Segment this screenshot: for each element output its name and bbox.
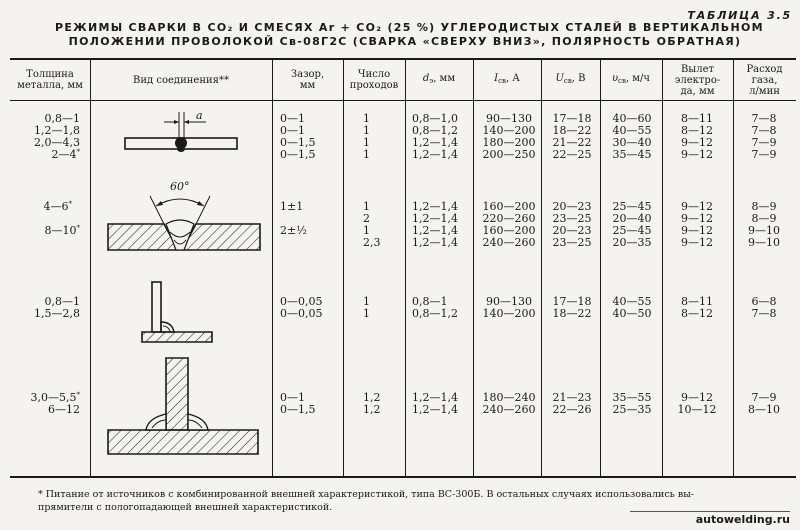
cell-gap: 0—1,5 [280, 403, 316, 416]
cell-passes: 1 [363, 148, 370, 161]
cell-gap: 1±1 [280, 200, 304, 213]
cell-electrode-stickout-group [668, 113, 726, 161]
cell-gas-flow: 8—10 [748, 403, 780, 416]
cell-electrode-stickout: 9—12 [681, 224, 713, 237]
cell-welding-speed: 25—45 [612, 200, 652, 213]
cell-gas-flow-group [737, 296, 791, 320]
cell-electrode-stickout: 8—11 [681, 112, 713, 125]
cell-welding-speed: 40—55 [612, 295, 652, 308]
cell-passes-group [363, 113, 393, 161]
footnote-marker: * [68, 200, 72, 208]
table-title [55, 21, 764, 49]
title-line-1: РЕЖИМЫ СВАРКИ В CO₂ И СМЕСЯХ Ar + CO₂ (25 %) УГЛЕРОДИСТЫХ СТАЛЕЙ В ВЕРТИКАЛЬНОМ [55, 21, 764, 34]
cell-welding-speed-group [604, 296, 660, 320]
cell-electrode-diameter-group [412, 113, 472, 161]
dim-arrowhead [184, 120, 189, 124]
cell-gap: 0—0,05 [280, 295, 323, 308]
cell-thickness-group [34, 296, 80, 320]
cell-electrode-diameter: 1,2—1,4 [412, 136, 458, 149]
cell-thickness [44, 225, 81, 237]
cell-thickness-group [31, 392, 81, 416]
cell-gap: 0—1 [280, 391, 305, 404]
cell-arc-voltage-group [545, 113, 599, 161]
watermark-rule [630, 511, 790, 512]
col-divider [541, 59, 542, 476]
cell-passes: 1 [363, 136, 370, 149]
col-divider [473, 59, 474, 476]
angle-label: 60° [170, 180, 190, 193]
thickness-value: 3,0—5,5 [30, 391, 77, 404]
cell-gas-flow-group [737, 392, 791, 416]
cell-thickness [31, 404, 81, 416]
de-unit: , мм [433, 73, 456, 84]
thickness-value: 4—6 [43, 200, 69, 213]
cell-arc-voltage-group [545, 296, 599, 320]
cell-welding-speed-group [604, 392, 660, 416]
cell-arc-voltage: 22—25 [552, 148, 592, 161]
cell-arc-voltage: 21—22 [552, 136, 592, 149]
cell-gas-flow-group [737, 201, 791, 249]
header-electrode-stickout: Вылет электро- да, мм [674, 63, 721, 97]
footnote-line-1: * Питание от источников с комбинированной внешней характеристикой, типа ВС-300Б. В остальных случаях использовались вы- [38, 489, 694, 500]
header-gas-flow: Расход газа, л/мин [746, 63, 783, 97]
cell-electrode-diameter: 1,2—1,4 [412, 148, 458, 161]
cell-gap-group [280, 295, 323, 320]
angle-arrowhead [156, 201, 163, 206]
cell-welding-current: 240—260 [482, 403, 536, 416]
cell-electrode-stickout-group [668, 392, 726, 416]
cell-welding-current: 180—200 [482, 136, 536, 149]
cell-electrode-diameter: 1,2—1,4 [412, 236, 458, 249]
vertical-plate [152, 282, 161, 332]
cell-welding-speed: 35—45 [612, 148, 652, 161]
cell-thickness-group [44, 201, 81, 249]
cell-gas-flow: 6—8 [751, 295, 777, 308]
cell-welding-current: 140—200 [482, 307, 536, 320]
cell-arc-voltage: 18—22 [552, 124, 592, 137]
cell-welding-current: 200—250 [482, 148, 536, 161]
plate-left [125, 138, 179, 149]
cell-electrode-diameter: 1,2—1,4 [412, 403, 458, 416]
plate-right [183, 138, 237, 149]
cell-electrode-diameter: 1,2—1,4 [412, 391, 458, 404]
title-line-2: ПОЛОЖЕНИИ ПРОВОЛОКОЙ Св-08Г2С (СВАРКА «СВЕРХУ ВНИЗ», ПОЛЯРНОСТЬ ОБРАТНАЯ) [68, 35, 742, 48]
cell-welding-speed-group [604, 113, 660, 161]
cell-electrode-stickout: 9—12 [681, 236, 713, 249]
cell-welding-current-group [478, 113, 540, 161]
header-joint-type: Вид соединения** [133, 74, 229, 86]
cell-welding-speed: 35—55 [612, 391, 652, 404]
thickness-value: 0,8—1 [44, 295, 80, 308]
cell-welding-current-group [478, 201, 540, 249]
cell-thickness [44, 237, 81, 249]
cell-electrode-diameter: 0,8—1,2 [412, 307, 458, 320]
horizontal-plate-hatched [142, 332, 212, 342]
cell-electrode-diameter: 1,2—1,4 [412, 200, 458, 213]
thickness-value: 0,8—1 [44, 112, 80, 125]
ucv-symbol: U [555, 73, 564, 84]
cell-welding-current-group [478, 392, 540, 416]
header-thickness: Толщина металла, мм [17, 69, 83, 91]
fillet-weld-left [146, 414, 166, 430]
butt-joint-v-groove-sketch [100, 178, 270, 258]
thickness-value: 8—10 [44, 224, 77, 237]
vcv-symbol: υ [611, 73, 619, 84]
thickness-value: 6—12 [48, 403, 80, 416]
cell-welding-current-group [478, 296, 540, 320]
col-divider [272, 59, 273, 476]
header-rule [10, 100, 796, 101]
cell-arc-voltage: 20—23 [552, 200, 592, 213]
cell-gap: 0—1,5 [280, 136, 316, 149]
cell-electrode-stickout: 10—12 [677, 403, 717, 416]
cell-gap: 0—1 [280, 112, 305, 125]
cell-arc-voltage: 23—25 [552, 212, 592, 225]
header-passes: Число проходов [349, 69, 399, 91]
cell-welding-current: 90—130 [486, 112, 532, 125]
cell-welding-speed: 30—40 [612, 136, 652, 149]
cell-welding-current: 180—240 [482, 391, 536, 404]
thickness-value: 2,0—4,3 [34, 136, 80, 149]
cell-welding-current: 160—200 [482, 224, 536, 237]
cell-passes-group [363, 201, 393, 249]
cell-arc-voltage: 17—18 [552, 295, 592, 308]
cell-electrode-stickout: 8—12 [681, 307, 713, 320]
table-number: ТАБЛИЦА 3.5 [687, 9, 792, 22]
cell-electrode-diameter: 0,8—1,2 [412, 124, 458, 137]
cell-gas-flow: 7—9 [751, 148, 777, 161]
header-arc-voltage [541, 60, 600, 100]
cell-gas-flow: 7—9 [751, 391, 777, 404]
icv-unit: , А [505, 73, 520, 84]
cell-passes: 2 [363, 212, 370, 225]
base-plate-hatched [108, 430, 258, 454]
cell-gap-group [280, 392, 320, 416]
plate-right-hatched [182, 224, 260, 250]
vertical-web-hatched [166, 358, 188, 430]
vcv-subscript: св [618, 77, 626, 85]
cell-gap-group [280, 113, 320, 161]
cell-gap: 0—1 [280, 124, 305, 137]
cell-passes: 1 [363, 112, 370, 125]
cell-gas-flow: 7—9 [751, 136, 777, 149]
cell-gas-flow: 7—8 [751, 112, 777, 125]
col-divider [662, 59, 663, 476]
bevel-extension [150, 196, 164, 224]
footnote-marker: * [76, 391, 80, 399]
cell-gap [280, 237, 320, 249]
cell-electrode-stickout: 8—11 [681, 295, 713, 308]
col-divider [600, 59, 601, 476]
watermark: autowelding.ru [695, 513, 790, 526]
butt-joint-square-sketch [120, 108, 250, 160]
thickness-value: 1,5—2,8 [34, 307, 80, 320]
cell-gas-flow: 7—8 [751, 124, 777, 137]
cell-passes-group [363, 296, 393, 320]
col-divider [405, 59, 406, 476]
cell-electrode-diameter-group [412, 392, 472, 416]
fillet-weld-right [188, 414, 208, 430]
de-subscript: э [429, 77, 434, 85]
cell-welding-speed: 25—45 [612, 224, 652, 237]
cell-gap: 0—1,5 [280, 148, 316, 161]
cell-welding-current: 220—260 [482, 212, 536, 225]
cell-welding-speed: 25—35 [612, 403, 652, 416]
cell-electrode-diameter: 1,2—1,4 [412, 224, 458, 237]
cell-gas-flow: 8—9 [751, 200, 777, 213]
cell-gas-flow: 9—10 [748, 224, 780, 237]
dim-arrowhead [174, 120, 179, 124]
cell-electrode-stickout: 9—12 [681, 136, 713, 149]
lap-joint-sketch [130, 278, 240, 348]
cell-electrode-stickout-group [668, 201, 726, 249]
cell-electrode-stickout: 8—12 [681, 124, 713, 137]
cell-electrode-stickout: 9—12 [681, 212, 713, 225]
angle-arc [156, 199, 204, 206]
header-electrode-diameter [405, 60, 473, 100]
cell-gap: 0—0,05 [280, 307, 323, 320]
footnote-line-2: прямители с пологопадающей внешней характеристикой. [38, 502, 333, 513]
cell-electrode-stickout: 9—12 [681, 200, 713, 213]
cell-welding-speed: 20—35 [612, 236, 652, 249]
cell-electrode-stickout: 9—12 [681, 391, 713, 404]
footnote-marker: * [76, 148, 80, 156]
cell-arc-voltage: 20—23 [552, 224, 592, 237]
icv-subscript: св [498, 77, 506, 85]
thickness-value: 1,2—1,8 [34, 124, 80, 137]
cell-passes: 2,3 [363, 236, 381, 249]
ucv-unit: , В [571, 73, 586, 84]
vcv-unit: , м/ч [625, 73, 651, 84]
cell-gas-flow: 8—9 [751, 212, 777, 225]
cell-arc-voltage: 18—22 [552, 307, 592, 320]
fillet-weld-inner [163, 326, 170, 331]
cell-electrode-diameter: 1,2—1,4 [412, 212, 458, 225]
header-welding-speed [600, 60, 662, 100]
cell-arc-voltage: 21—23 [552, 391, 592, 404]
cell-thickness [44, 201, 73, 213]
cell-welding-speed: 40—50 [612, 307, 652, 320]
t-joint-sketch [100, 352, 265, 462]
de-symbol: d [422, 73, 430, 84]
col-divider [343, 59, 344, 476]
cell-welding-current: 240—260 [482, 236, 536, 249]
cell-gap: 2±½ [280, 224, 307, 237]
thickness-value: 2—4 [51, 148, 77, 161]
cell-welding-speed: 20—40 [612, 212, 652, 225]
angle-arrowhead [197, 201, 204, 206]
cell-gas-flow: 9—10 [748, 236, 780, 249]
cell-arc-voltage: 22—26 [552, 403, 592, 416]
cell-thickness-group [34, 113, 80, 161]
header-gap: Зазор, мм [290, 69, 325, 91]
cell-welding-current: 160—200 [482, 200, 536, 213]
cell-passes: 1 [363, 295, 370, 308]
cell-passes: 1 [363, 200, 370, 213]
bevel-extension [196, 196, 210, 224]
cell-gas-flow: 7—8 [751, 307, 777, 320]
cell-gas-flow-group [737, 113, 791, 161]
cell-welding-current: 140—200 [482, 124, 536, 137]
cell-welding-current: 90—130 [486, 295, 532, 308]
cell-passes: 1 [363, 224, 370, 237]
ucv-subscript: св [563, 77, 572, 85]
cell-passes: 1 [363, 307, 370, 320]
cell-electrode-diameter: 0,8—1 [412, 295, 448, 308]
cell-arc-voltage-group [545, 201, 599, 249]
cell-passes: 1,2 [363, 403, 381, 416]
cell-arc-voltage-group [545, 392, 599, 416]
col-divider [733, 59, 734, 476]
cell-passes: 1 [363, 124, 370, 137]
cell-welding-speed: 40—55 [612, 124, 652, 137]
footnote-marker: * [76, 224, 80, 232]
cell-electrode-diameter-group [412, 296, 472, 320]
cell-electrode-stickout-group [668, 296, 726, 320]
cell-welding-speed-group [604, 201, 660, 249]
col-divider [90, 59, 91, 476]
cell-arc-voltage: 23—25 [552, 236, 592, 249]
cell-electrode-stickout: 9—12 [681, 148, 713, 161]
bottom-rule [10, 476, 796, 478]
cell-electrode-diameter-group [412, 201, 472, 249]
cell-welding-speed: 40—60 [612, 112, 652, 125]
cell-passes-group [363, 392, 393, 416]
cell-gap-group [280, 201, 320, 249]
icv-symbol: I [494, 73, 499, 84]
cell-thickness [34, 149, 80, 161]
cell-arc-voltage: 17—18 [552, 112, 592, 125]
gap-label: a [196, 109, 203, 122]
cell-passes: 1,2 [363, 391, 381, 404]
cell-thickness [34, 308, 80, 320]
cell-electrode-diameter: 0,8—1,0 [412, 112, 458, 125]
header-welding-current [473, 60, 541, 100]
root-bead [177, 146, 185, 152]
